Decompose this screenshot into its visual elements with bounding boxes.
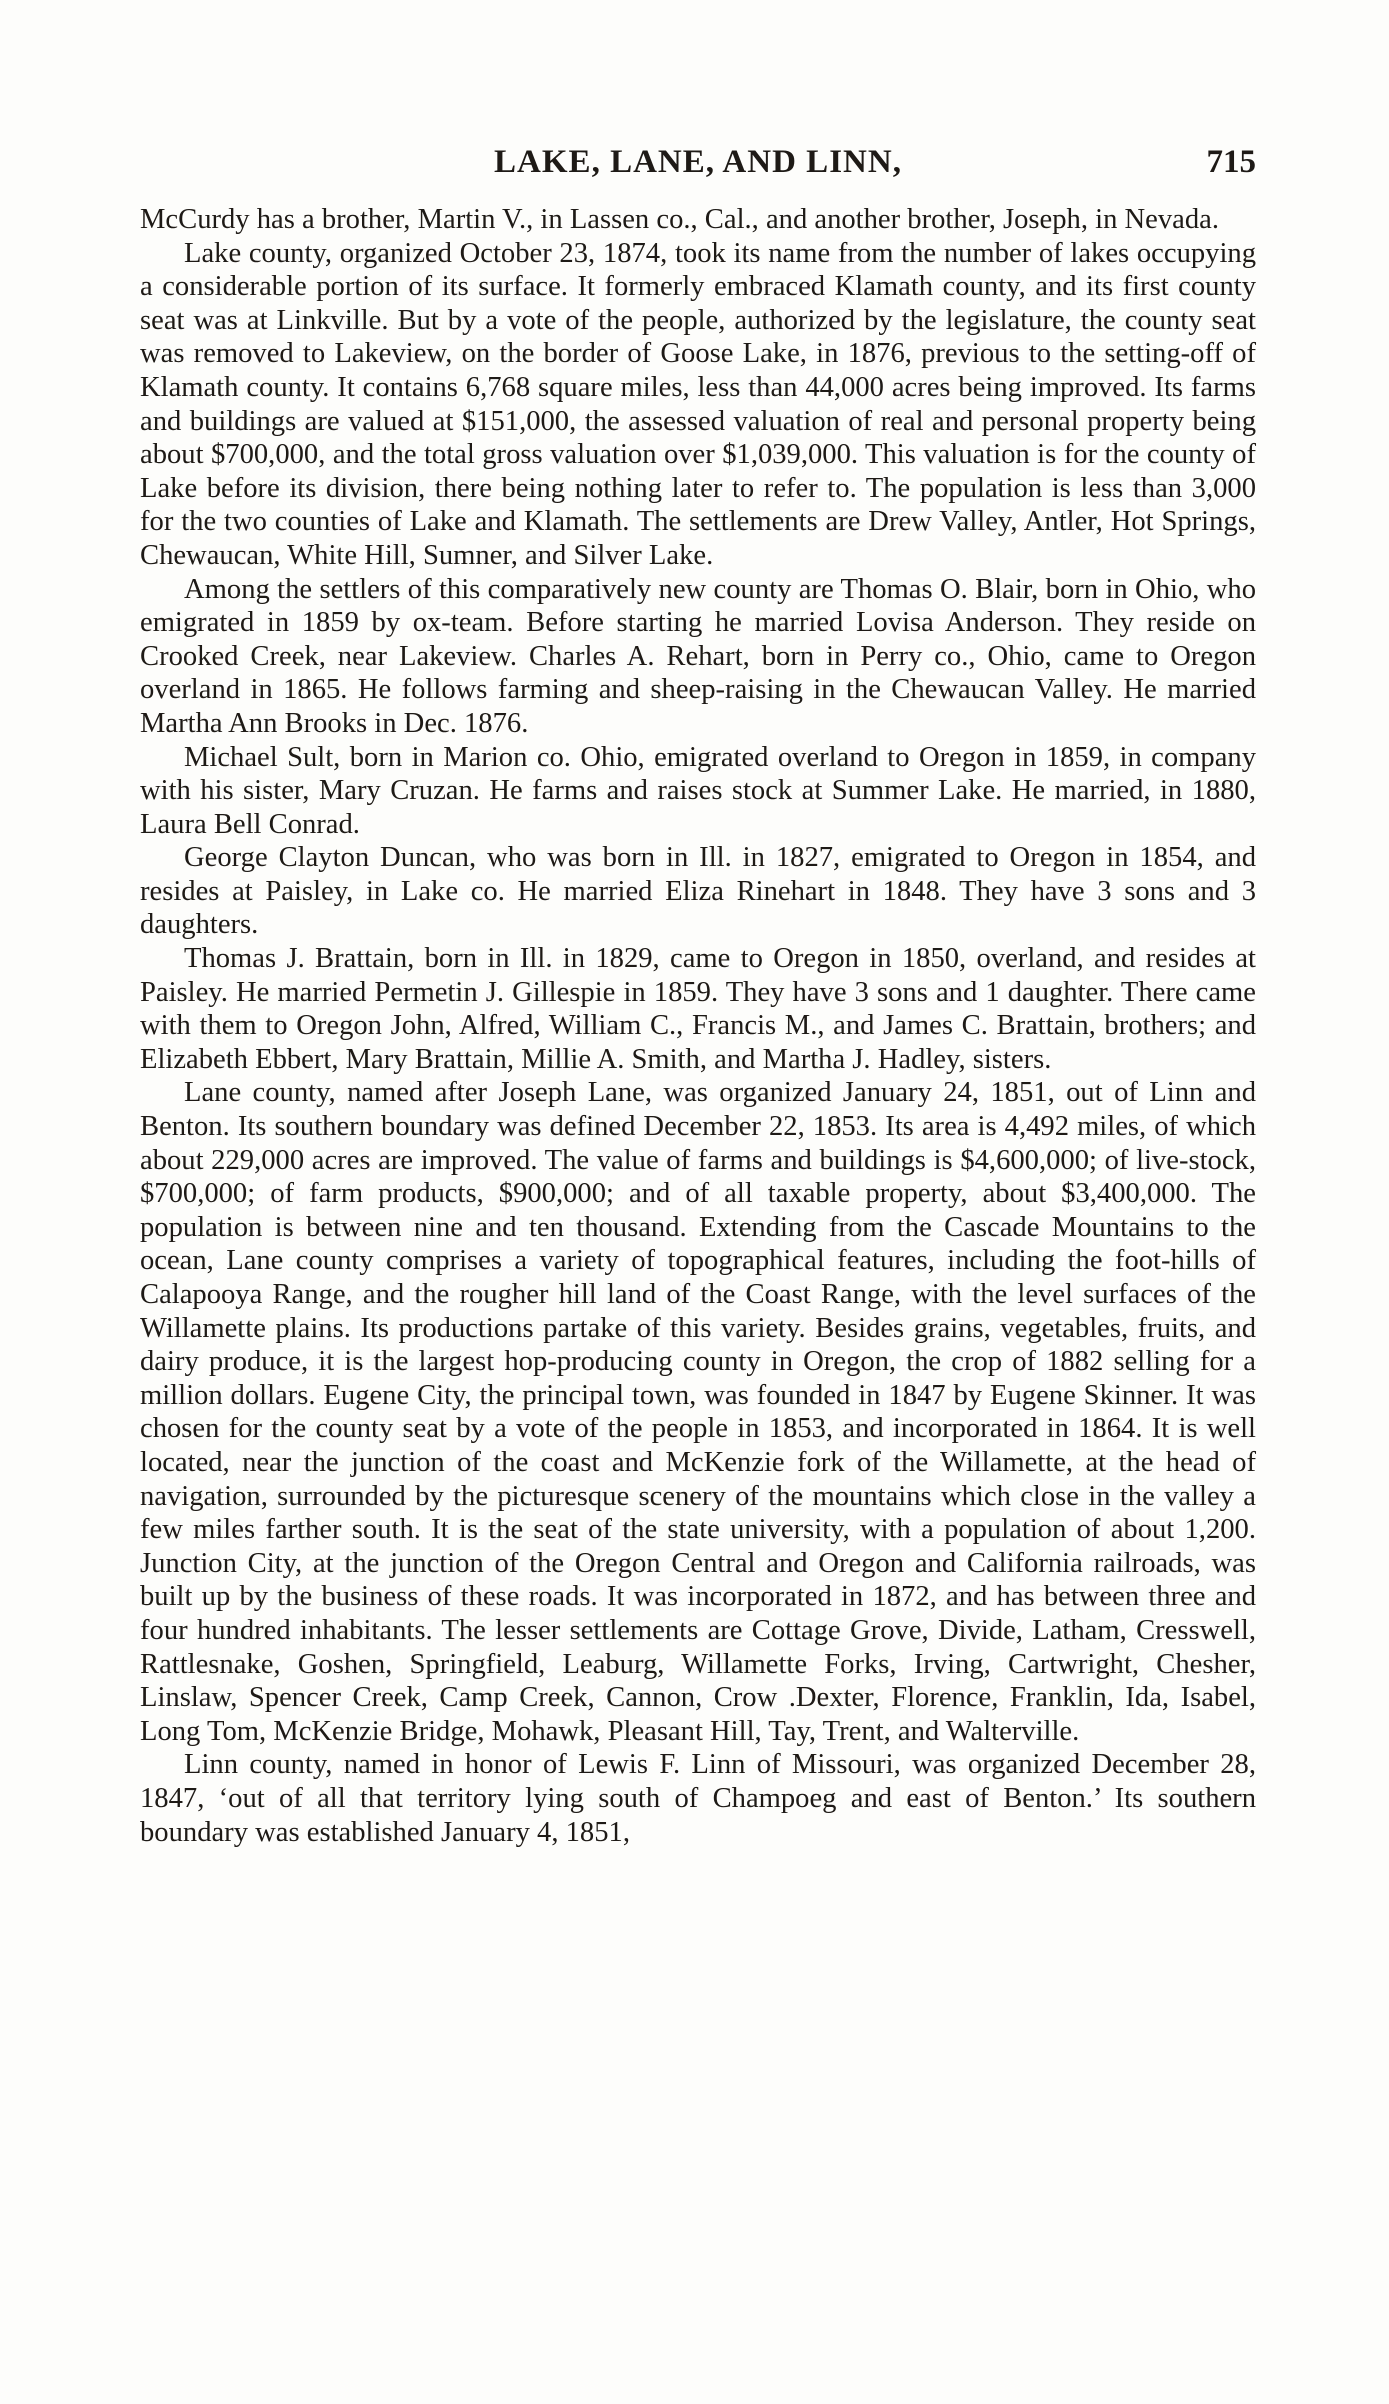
paragraph-mccurdy-brothers: McCurdy has a brother, Martin V., in Lassen co., Cal., and another brother, Joseph, in Nevada. <box>140 204 1219 235</box>
paragraph-linn-county: Linn county, named in honor of Lewis F. Linn of Missouri, was organized December 28, 1847, ‘out of all that territory lying south of Champoeg and east of Benton.’ Its southern boundary was established January 4, 1851, <box>140 1749 1256 1848</box>
running-head <box>140 140 1256 184</box>
paragraph-lake-county: Lake county, organized October 23, 1874, took its name from the number of lakes occupying a considerable portion of its surface. It formerly embraced Klamath county, and its first county seat was at Linkville. But by a vote of the people, authorized by the legislature, the county seat was removed to Lakeview, on the border of Goose Lake, in 1876, previous to the setting-off of Klamath county. It contains 6,768 square miles, less than 44,000 acres being improved. Its farms and buildings are valued at $151,000, the assessed valuation of real and personal property being about $700,000, and the total gross valuation over $1,039,000. This valuation is for the county of Lake before its division, there being nothing later to refer to. The population is less than 3,000 for the two counties of Lake and Klamath. The settlements are Drew Valley, Antler, Hot Springs, Chewaucan, White Hill, Sumner, and Silver Lake. <box>140 237 1256 571</box>
paragraph-michael-sult: Michael Sult, born in Marion co. Ohio, emigrated overland to Oregon in 1859, in company with his sister, Mary Cruzan. He farms and raises stock at Summer Lake. He married, in 1880, Laura Bell Conrad. <box>140 741 1256 840</box>
running-title: LAKE, LANE, AND LINN, <box>494 144 902 180</box>
paragraph-thomas-brattain: Thomas J. Brattain, born in Ill. in 1829, came to Oregon in 1850, overland, and resides at Paisley. He married Permetin J. Gillespie in 1859. They have 3 sons and 1 daughter. There came with them to Oregon John, Alfred, William C., Francis M., and James C. Brattain, brothers; and Elizabeth Ebbert, Mary Brattain, Millie A. Smith, and Martha J. Hadley, sisters. <box>140 943 1256 1075</box>
paragraph-lane-county: Lane county, named after Joseph Lane, was organized January 24, 1851, out of Linn and Benton. Its southern boundary was defined December 22, 1853. Its area is 4,492 miles, of which about 229,000 acres are improved. The value of farms and buildings is $4,600,000; of live-stock, $700,000; of farm products, $900,000; and of all taxable property, about $3,400,000. The population is between nine and ten thousand. Extending from the Cascade Mountains to the ocean, Lane county comprises a variety of topographical features, including the foot-hills of Calapooya Range, and the rougher hill land of the Coast Range, with the level surfaces of the Willamette plains. Its productions partake of this variety. Besides grains, vegetables, fruits, and dairy produce, it is the largest hop-producing county in Oregon, the crop of 1882 selling for a million dollars. Eugene City, the principal town, was founded in 1847 by Eugene Skinner. It was chosen for the county seat by a vote of the people in 1853, and incorporated in 1864. It is well located, near the junction of the coast and McKenzie fork of the Willamette, at the head of navigation, surrounded by the picturesque scenery of the mountains which close in the valley a few miles farther south. It is the seat of the state university, with a population of about 1,200. Junction City, at the junction of the Oregon Central and Oregon and California railroads, was built up by the business of these roads. It was incorporated in 1872, and has between three and four hundred inhabitants. The lesser settlements are Cottage Grove, Divide, Latham, Cresswell, Rattlesnake, Goshen, Springfield, Leaburg, Willamette Forks, Irving, Cartwright, Chesher, Linslaw, Spencer Creek, Camp Creek, Cannon, Crow .Dexter, Florence, Franklin, Ida, Isabel, Long Tom, McKenzie Bridge, Mohawk, Pleasant Hill, Tay, Trent, and Walterville. <box>140 1077 1256 1747</box>
paragraph-george-duncan: George Clayton Duncan, who was born in Ill. in 1827, emigrated to Oregon in 1854, and resides at Paisley, in Lake co. He married Eliza Rinehart in 1848. They have 3 sons and 3 daughters. <box>140 842 1256 941</box>
page-number: 715 <box>1206 144 1256 180</box>
paragraph-lake-settlers: Among the settlers of this comparatively new county are Thomas O. Blair, born in Ohio, who emigrated in 1859 by ox-team. Before starting he married Lovisa Anderson. They reside on Crooked Creek, near Lakeview. Charles A. Rehart, born in Perry co., Ohio, came to Oregon overland in 1865. He follows farming and sheep-raising in the Chewaucan Valley. He married Martha Ann Brooks in Dec. 1876. <box>140 573 1256 739</box>
body-text <box>140 203 1256 1849</box>
